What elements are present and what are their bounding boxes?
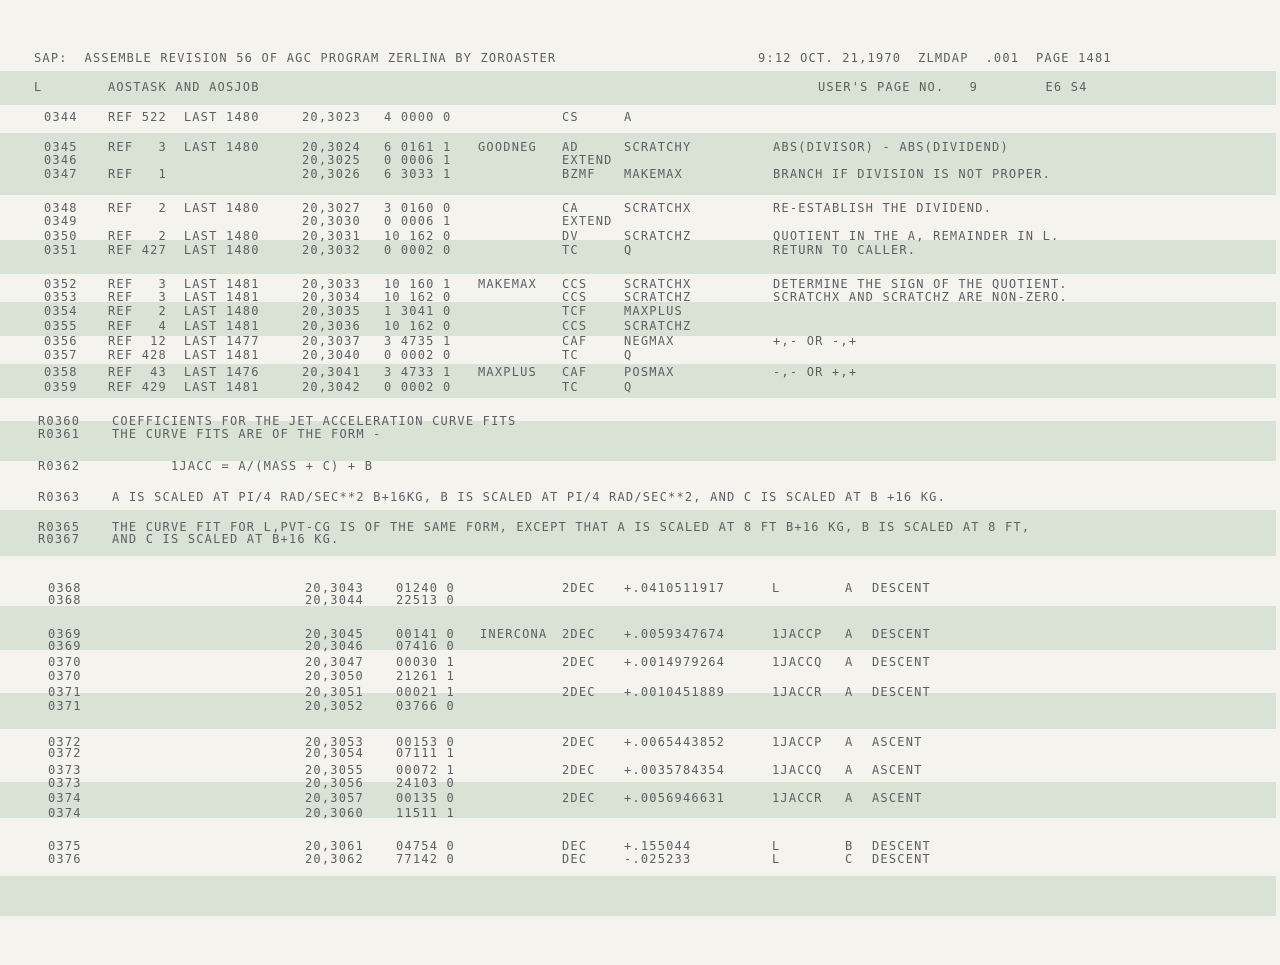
remark-sequence: R0360 [38, 414, 81, 428]
symbol-name: 1JACCQ [772, 655, 823, 669]
remark-text: AND C IS SCALED AT B+16 KG. [112, 532, 340, 546]
remark-sequence: R0363 [38, 490, 81, 504]
header-line-2 [0, 79, 1280, 95]
octal-word: 00153 0 [396, 735, 455, 749]
address: 20,3025 [302, 153, 361, 167]
address: 20,3040 [302, 348, 361, 362]
assembly-title: SAP: ASSEMBLE REVISION 56 OF AGC PROGRAM ZERLINA BY ZOROASTER [34, 51, 557, 65]
listing-row [0, 318, 1280, 334]
phase-name: ASCENT [872, 763, 923, 777]
reference-info: REF 2 LAST 1480 [108, 201, 260, 215]
address: 20,3032 [302, 243, 361, 257]
phase-name: DESCENT [872, 852, 931, 866]
constant-value: +.0056946631 [624, 791, 726, 805]
sequence-number: 0369 [48, 627, 82, 641]
coefficient-letter: A [845, 627, 854, 641]
remark-row [0, 426, 1280, 442]
address: 20,3045 [305, 627, 364, 641]
opcode: CCS [562, 319, 588, 333]
sequence-number: 0371 [48, 699, 82, 713]
address: 20,3033 [302, 277, 361, 291]
reference-info: REF 522 LAST 1480 [108, 110, 260, 124]
constant-row [0, 668, 1280, 684]
constant-row [0, 775, 1280, 791]
address: 20,3060 [305, 806, 364, 820]
symbol-name: L [772, 839, 781, 853]
operand: Q [624, 380, 633, 394]
opcode: CAF [562, 365, 588, 379]
phase-name: DESCENT [872, 839, 931, 853]
label-field: INERCONA [480, 627, 548, 641]
address: 20,3035 [302, 304, 361, 318]
sequence-number: 0345 [44, 140, 78, 154]
sequence-number: 0357 [44, 348, 78, 362]
coefficient-letter: A [845, 763, 854, 777]
octal-word: 10 160 1 [384, 277, 452, 291]
opcode: 2DEC [562, 627, 596, 641]
octal-word: 1 3041 0 [384, 304, 452, 318]
address: 20,3037 [302, 334, 361, 348]
coefficient-letter: A [845, 685, 854, 699]
constant-value: +.0014979264 [624, 655, 726, 669]
opcode: 2DEC [562, 685, 596, 699]
octal-word: 11511 1 [396, 806, 455, 820]
constant-row [0, 638, 1280, 654]
remark-sequence: R0365 [38, 520, 81, 534]
sequence-number: 0353 [44, 290, 78, 304]
listing-row [0, 347, 1280, 363]
remark-row [0, 531, 1280, 547]
octal-word: 3 4733 1 [384, 365, 452, 379]
operand: MAXPLUS [624, 304, 683, 318]
sequence-number: 0373 [48, 776, 82, 790]
octal-word: 77142 0 [396, 852, 455, 866]
label-field: MAXPLUS [478, 365, 537, 379]
coefficient-letter: A [845, 581, 854, 595]
symbol-name: 1JACCP [772, 735, 823, 749]
octal-word: 01240 0 [396, 581, 455, 595]
header-l-marker: L [34, 80, 43, 94]
octal-word: 6 3033 1 [384, 167, 452, 181]
reference-info: REF 429 LAST 1481 [108, 380, 260, 394]
reference-info: REF 2 LAST 1480 [108, 229, 260, 243]
sequence-number: 0356 [44, 334, 78, 348]
address: 20,3023 [302, 110, 361, 124]
address: 20,3062 [305, 852, 364, 866]
comment: DETERMINE THE SIGN OF THE QUOTIENT. [773, 277, 1068, 291]
octal-word: 07416 0 [396, 639, 455, 653]
opcode: DEC [562, 839, 588, 853]
octal-word: 00141 0 [396, 627, 455, 641]
opcode: TCF [562, 304, 588, 318]
address: 20,3027 [302, 201, 361, 215]
opcode: CCS [562, 290, 588, 304]
opcode: AD [562, 140, 579, 154]
operand: SCRATCHZ [624, 319, 692, 333]
label-field: GOODNEG [478, 140, 537, 154]
address: 20,3043 [305, 581, 364, 595]
address: 20,3046 [305, 639, 364, 653]
address: 20,3050 [305, 669, 364, 683]
address: 20,3041 [302, 365, 361, 379]
remark-text: A IS SCALED AT PI/4 RAD/SEC**2 B+16KG, B IS SCALED AT PI/4 RAD/SEC**2, AND C IS SCALED AT B +16 KG. [112, 490, 947, 504]
comment: RE-ESTABLISH THE DIVIDEND. [773, 201, 993, 215]
section-title: AOSTASK AND AOSJOB [108, 80, 260, 94]
label-field: MAKEMAX [478, 277, 537, 291]
coefficient-letter: A [845, 791, 854, 805]
header-line-1 [0, 50, 1280, 66]
remark-sequence: R0362 [38, 459, 81, 473]
opcode: BZMF [562, 167, 596, 181]
operand: SCRATCHX [624, 201, 692, 215]
octal-word: 0 0002 0 [384, 348, 452, 362]
symbol-name: L [772, 581, 781, 595]
octal-word: 6 0161 1 [384, 140, 452, 154]
coefficient-letter: C [845, 852, 854, 866]
address: 20,3034 [302, 290, 361, 304]
sequence-number: 0370 [48, 655, 82, 669]
remark-text: 1JACC = A/(MASS + C) + B [112, 459, 374, 473]
operand: Q [624, 243, 633, 257]
opcode: CCS [562, 277, 588, 291]
reference-info: REF 428 LAST 1481 [108, 348, 260, 362]
sequence-number: 0372 [48, 735, 82, 749]
reference-info: REF 43 LAST 1476 [108, 365, 260, 379]
octal-word: 00030 1 [396, 655, 455, 669]
sequence-number: 0352 [44, 277, 78, 291]
remark-sequence: R0367 [38, 532, 81, 546]
symbol-name: 1JACCR [772, 791, 823, 805]
listing-row [0, 364, 1280, 380]
opcode: TC [562, 243, 579, 257]
listing-row [0, 213, 1280, 229]
reference-info: REF 3 LAST 1481 [108, 290, 260, 304]
address: 20,3047 [305, 655, 364, 669]
opcode: EXTEND [562, 214, 613, 228]
opcode: DV [562, 229, 579, 243]
listing-row [0, 303, 1280, 319]
reference-info: REF 2 LAST 1480 [108, 304, 260, 318]
opcode: CS [562, 110, 579, 124]
operand: SCRATCHY [624, 140, 692, 154]
octal-word: 00072 1 [396, 763, 455, 777]
octal-word: 24103 0 [396, 776, 455, 790]
comment: -,- OR +,+ [773, 365, 858, 379]
opcode: 2DEC [562, 763, 596, 777]
opcode: CA [562, 201, 579, 215]
sequence-number: 0370 [48, 669, 82, 683]
sequence-number: 0348 [44, 201, 78, 215]
address: 20,3044 [305, 593, 364, 607]
constant-row [0, 698, 1280, 714]
operand: Q [624, 348, 633, 362]
phase-name: DESCENT [872, 655, 931, 669]
coefficient-letter: A [845, 735, 854, 749]
opcode: EXTEND [562, 153, 613, 167]
sequence-number: 0375 [48, 839, 82, 853]
octal-word: 0 0002 0 [384, 380, 452, 394]
octal-word: 00135 0 [396, 791, 455, 805]
octal-word: 3 4735 1 [384, 334, 452, 348]
address: 20,3036 [302, 319, 361, 333]
reference-info: REF 1 [108, 167, 167, 181]
phase-name: ASCENT [872, 791, 923, 805]
address: 20,3061 [305, 839, 364, 853]
octal-word: 0 0006 1 [384, 153, 452, 167]
remark-text: COEFFICIENTS FOR THE JET ACCELERATION CURVE FITS [112, 414, 517, 428]
constant-row [0, 745, 1280, 761]
sequence-number: 0368 [48, 593, 82, 607]
sequence-number: 0344 [44, 110, 78, 124]
operand: SCRATCHX [624, 277, 692, 291]
address: 20,3031 [302, 229, 361, 243]
phase-name: ASCENT [872, 735, 923, 749]
coefficient-letter: B [845, 839, 854, 853]
comment: RETURN TO CALLER. [773, 243, 917, 257]
constant-row [0, 592, 1280, 608]
address: 20,3042 [302, 380, 361, 394]
paper-band [0, 876, 1276, 916]
octal-word: 10 162 0 [384, 319, 452, 333]
sequence-number: 0373 [48, 763, 82, 777]
listing-row [0, 242, 1280, 258]
constant-value: -.025233 [624, 852, 692, 866]
constant-value: +.0035784354 [624, 763, 726, 777]
reference-info: REF 12 LAST 1477 [108, 334, 260, 348]
constant-row [0, 805, 1280, 821]
octal-word: 0 0002 0 [384, 243, 452, 257]
listing-row [0, 166, 1280, 182]
sequence-number: 0371 [48, 685, 82, 699]
comment: SCRATCHX AND SCRATCHZ ARE NON-ZERO. [773, 290, 1068, 304]
address: 20,3024 [302, 140, 361, 154]
sequence-number: 0346 [44, 153, 78, 167]
constant-value: +.0065443852 [624, 735, 726, 749]
reference-info: REF 427 LAST 1480 [108, 243, 260, 257]
constant-value: +.0010451889 [624, 685, 726, 699]
opcode: 2DEC [562, 791, 596, 805]
phase-name: DESCENT [872, 581, 931, 595]
opcode: TC [562, 380, 579, 394]
address: 20,3056 [305, 776, 364, 790]
octal-word: 21261 1 [396, 669, 455, 683]
comment: BRANCH IF DIVISION IS NOT PROPER. [773, 167, 1052, 181]
operand: POSMAX [624, 365, 675, 379]
address: 20,3030 [302, 214, 361, 228]
opcode: TC [562, 348, 579, 362]
address: 20,3055 [305, 763, 364, 777]
sequence-number: 0358 [44, 365, 78, 379]
octal-word: 22513 0 [396, 593, 455, 607]
address: 20,3052 [305, 699, 364, 713]
address: 20,3026 [302, 167, 361, 181]
sequence-number: 0374 [48, 791, 82, 805]
sequence-number: 0349 [44, 214, 78, 228]
operand: SCRATCHZ [624, 229, 692, 243]
phase-name: DESCENT [872, 627, 931, 641]
octal-word: 03766 0 [396, 699, 455, 713]
octal-word: 4 0000 0 [384, 110, 452, 124]
phase-name: DESCENT [872, 685, 931, 699]
reference-info: REF 4 LAST 1481 [108, 319, 260, 333]
octal-word: 04754 0 [396, 839, 455, 853]
sequence-number: 0351 [44, 243, 78, 257]
reference-info: REF 3 LAST 1481 [108, 277, 260, 291]
octal-word: 0 0006 1 [384, 214, 452, 228]
constant-value: +.0410511917 [624, 581, 726, 595]
octal-word: 3 0160 0 [384, 201, 452, 215]
symbol-name: 1JACCR [772, 685, 823, 699]
address: 20,3051 [305, 685, 364, 699]
address: 20,3053 [305, 735, 364, 749]
octal-word: 10 162 0 [384, 290, 452, 304]
octal-word: 10 162 0 [384, 229, 452, 243]
sequence-number: 0372 [48, 746, 82, 760]
octal-word: 00021 1 [396, 685, 455, 699]
remark-text: THE CURVE FITS ARE OF THE FORM - [112, 427, 382, 441]
operand: NEGMAX [624, 334, 675, 348]
address: 20,3054 [305, 746, 364, 760]
constant-row [0, 790, 1280, 806]
opcode: 2DEC [562, 735, 596, 749]
constant-value: +.0059347674 [624, 627, 726, 641]
address: 20,3057 [305, 791, 364, 805]
coefficient-letter: A [845, 655, 854, 669]
sequence-number: 0359 [44, 380, 78, 394]
symbol-name: 1JACCP [772, 627, 823, 641]
comment: ABS(DIVISOR) - ABS(DIVIDEND) [773, 140, 1009, 154]
remark-row [0, 489, 1280, 505]
sequence-number: 0347 [44, 167, 78, 181]
operand: SCRATCHZ [624, 290, 692, 304]
symbol-name: L [772, 852, 781, 866]
opcode: DEC [562, 852, 588, 866]
comment: +,- OR -,+ [773, 334, 858, 348]
listing-row [0, 109, 1280, 125]
symbol-name: 1JACCQ [772, 763, 823, 777]
sequence-number: 0369 [48, 639, 82, 653]
listing-row [0, 379, 1280, 395]
operand: A [624, 110, 633, 124]
print-date-page: 9:12 OCT. 21,1970 ZLMDAP .001 PAGE 1481 [758, 51, 1112, 65]
opcode: 2DEC [562, 581, 596, 595]
operand: MAKEMAX [624, 167, 683, 181]
sequence-number: 0350 [44, 229, 78, 243]
constant-value: +.155044 [624, 839, 692, 853]
octal-word: 07111 1 [396, 746, 455, 760]
opcode: CAF [562, 334, 588, 348]
sequence-number: 0376 [48, 852, 82, 866]
sequence-number: 0374 [48, 806, 82, 820]
sequence-number: 0368 [48, 581, 82, 595]
users-page-number: USER'S PAGE NO. 9 E6 S4 [818, 80, 1088, 94]
remark-text: THE CURVE FIT FOR L,PVT-CG IS OF THE SAME FORM, EXCEPT THAT A IS SCALED AT 8 FT B+16 KG, B IS SCALED AT 8 FT, [112, 520, 1031, 534]
opcode: 2DEC [562, 655, 596, 669]
sequence-number: 0355 [44, 319, 78, 333]
comment: QUOTIENT IN THE A, REMAINDER IN L. [773, 229, 1060, 243]
constant-row [0, 851, 1280, 867]
reference-info: REF 3 LAST 1480 [108, 140, 260, 154]
sequence-number: 0354 [44, 304, 78, 318]
remark-sequence: R0361 [38, 427, 81, 441]
remark-row [0, 458, 1280, 474]
